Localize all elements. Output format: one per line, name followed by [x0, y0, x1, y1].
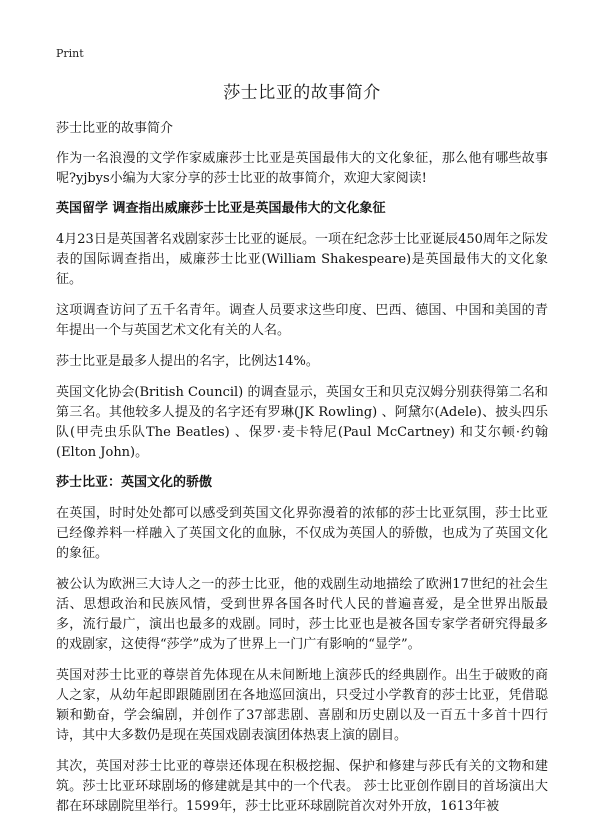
page-title: 莎士比亚的故事简介 — [223, 83, 381, 103]
paragraph: 英国文化协会(British Council) 的调查显示，英国女王和贝克汉姆分别获得第二名和第三名。其他较多人提及的名字还有罗琳(JK Rowling) 、阿黛尔(Adele)、披头四乐队(甲壳虫乐队The Beatles) 、保罗·麦卡特尼(Paul McCartney) 和艾尔顿·约翰(Elton John)。 — [56, 385, 548, 460]
paragraph: 4月23日是英国著名戏剧家莎士比亚的诞辰。一项在纪念莎士比亚诞辰450周年之际发表的国际调查指出，威廉莎士比亚(William Shakespeare)是英国最伟大的文化象征。 — [56, 232, 548, 287]
paragraph: 被公认为欧洲三大诗人之一的莎士比亚，他的戏剧生动地描绘了欧洲17世纪的社会生活、思想政治和民族风情，受到世界各国各时代人民的普遍喜爱，是全世界出版最多，流行最广，演出也最多的戏剧。同时，莎士比亚也是被各国专家学者研究得最多的戏剧家，这使得“莎学”成为了世界上一门广有影响的“显学”。 — [56, 577, 548, 652]
section-heading-pride: 莎士比亚：英国文化的骄傲 — [56, 475, 213, 490]
paragraph: 英国对莎士比亚的尊崇首先体现在从未间断地上演莎氏的经典剧作。出生于破败的商人之家，从幼年起即跟随剧团在各地巡回演出，只受过小学教育的莎士比亚，凭借聪颖和勤奋，学会编剧，并创作了37部悲剧、喜剧和历史剧以及一百五十多首十四行诗，其中大多数仍是现在英国戏剧表演团体热衷上演的剧目。 — [56, 668, 548, 743]
article-subtitle: 莎士比亚的故事简介 — [56, 121, 174, 136]
paragraph: 这项调查访问了五千名青年。调查人员要求这些印度、巴西、德国、中国和美国的青年提出一个与英国艺术文化有关的人名。 — [56, 303, 548, 338]
article-body — [56, 120, 548, 828]
paragraph: 在英国，时时处处都可以感受到英国文化界弥漫着的浓郁的莎士比亚氛围，莎士比亚已经像养料一样融入了英国文化的血脉，不仅成为英国人的骄傲，也成为了英国文化的象征。 — [56, 506, 548, 561]
paragraph: 其次，英国对莎士比亚的尊崇还体现在积极挖掘、保护和修建与莎氏有关的文物和建筑。莎士比亚环球剧场的修建就是其中的一个代表。 莎士比亚创作剧目的首场演出大都在环球剧院里举行。1599年，莎士比亚环球剧院首次对外开放，1613年被 — [56, 759, 548, 814]
paragraph: 莎士比亚是最多人提出的名字，比例达14%。 — [56, 354, 319, 369]
section-heading-survey: 英国留学 调查指出威廉莎士比亚是英国最伟大的文化象征 — [56, 201, 386, 216]
intro-paragraph: 作为一名浪漫的文学作家威廉莎士比亚是英国最伟大的文化象征，那么他有哪些故事呢?yjbys小编为大家分享的莎士比亚的故事简介，欢迎大家阅读! — [56, 151, 548, 186]
print-button[interactable]: Print — [56, 47, 84, 60]
